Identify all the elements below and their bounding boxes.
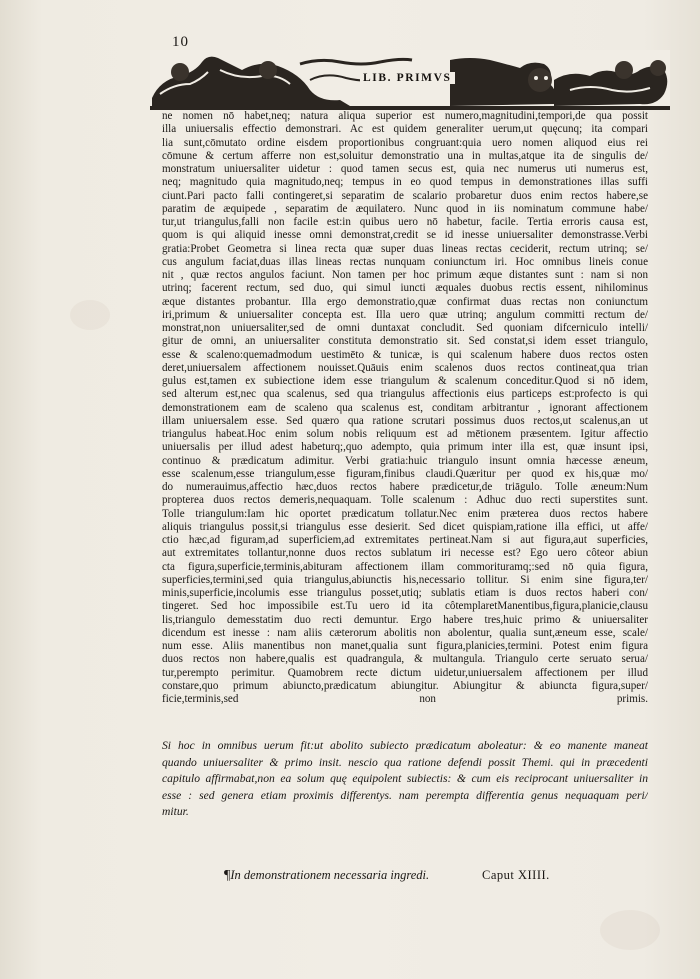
note-line: esse : sed genera etiam proximis differentys. nam perempta differentia genus nequaquam peri/ <box>162 788 648 802</box>
text-line: lis,triangulo demesstatim duo recti demuntur. Ergo habere tres,huic primo & uniuersaliter <box>162 613 648 626</box>
text-line: iri,primum & uniuersaliter concepta est. Illa uero quæ utrinq; angulum committi rectum de/ <box>162 308 648 321</box>
text-line: continuo & prædicatum adimitur. Verbi gratia:huic triangulo insunt omnia hæcesse æneum, <box>162 454 648 467</box>
text-line: gratia:Probet Geometra si linea recta quæ super duas lineas rectas ceciderit, rectum utrinq; se/ <box>162 242 648 255</box>
pilcrow-icon: ¶ <box>224 868 231 883</box>
text-line: nit , quæ rectos angulos faciunt. Non tamen per hoc primum æque distantes sunt : nam si non <box>162 269 648 281</box>
text-line: propterea duos rectos demeris,nequaquam. Tolle scalenum : Adhuc duo recti superstites sunt. <box>162 494 648 507</box>
text-line: gulus est,tamen ex subiectione idem esse triangulum & scalenum conceditur.Quod si nō idem, <box>162 375 648 387</box>
note-line: mitur. <box>162 805 189 819</box>
text-line: neq; magnitudo quia magnitudo,neq; tempus in eo quod tempus in demonstrationes illas suffi <box>162 176 648 189</box>
text-line: aut extremitates tollantur,nonne duos rectos sublatum iri necesse est? Ego uero côteor abiun <box>162 547 648 560</box>
text-line: ciunt.Pari pacto falli contingeret,si separatim de scalario probaretur duos enim rectos habere,se <box>162 189 648 202</box>
chapter-heading <box>224 868 584 888</box>
paper-stain <box>600 910 660 950</box>
text-line: utrinq; facerent rectum, sed duo, qui simul iuncti æquales duobus rectis essent, nihilominus <box>162 282 648 295</box>
text-line: cta figura,superficie,terminis,abituram affectionem illam commorituramq;:sed nō quia figura, <box>162 560 648 573</box>
text-line: lia sunt,cōmutato ordine eisdem proportionibus congruant:quia uero nomen aliquod eius rei <box>162 136 648 149</box>
text-line: cus angulum faciat,duas illas lineas rectas nunquam coniunctum iri. Hoc omnibus lineis conue <box>162 255 648 268</box>
note-line: quando uniuersaliter & primo insit. nescio qua ratione defendi possit Themi. qui in præcedenti <box>162 755 648 769</box>
text-line: monstratum uniuersaliter uidetur : quod tamen secus est, quia nec numerus uti numerus est, <box>162 163 648 175</box>
text-line: quom is qui aliquid inesse omni demonstrat,credit se id inesse uniuersaliter demonstrasse.Verbi <box>162 229 648 242</box>
text-line: num esse. Aliis manentibus non manet,qualia sunt figura,planicies,termini. Potest enim figura <box>162 640 648 652</box>
note-line: capitulo affirmabat,non ea solum quę equipolent subiectis: & cum eis reciprocant uniuersaliter in <box>162 772 648 786</box>
chapter-number: Caput XIIII. <box>482 868 550 882</box>
text-line: tur,perempto perimitur. Quamobrem recte dictum uidetur,uniuersalem affectionem per illud <box>162 666 648 679</box>
text-line: demonstrationem eam de scaleno qua scalenus est, conditam arbitrantur , ignorant affectionem <box>162 401 648 414</box>
text-line: esse & scaleno:quemadmodum uestimēto & tunicæ, is qui scalenum habere duos rectos osten <box>162 348 648 361</box>
running-head: LIB. PRIMVS <box>360 72 455 84</box>
text-line: do numerauimus,affectio hæc,duos rectos habere prædicetur,de triāgulo. Tolle æneum:Num <box>162 481 648 493</box>
text-line: superficies,termini,sed quia triangulus,abiunctis his,necessario tollitur. Si enim sine figura,ter/ <box>162 573 648 586</box>
text-line: dicendum est inesse : nam aliis cæterorum abolitis non abolentur, qualia sunt,æneum esse, scale/ <box>162 626 648 639</box>
text-line: duos rectos non habere,qualis est quadrangula, & multangula. Triangulo certe seruato serua/ <box>162 653 648 666</box>
text-line: æque distantes probantur. Illa ergo demonstratio,quæ confirmat duas rectas non coniunctum <box>162 295 648 308</box>
text-line: uniuersalis per illud adest habeturq;,quo adempto, quia primum inter illa est, quæ insunt ipsi, <box>162 441 648 454</box>
text-line: paratim de æquipede , separatim de æquilatero. Nunc quod in iis nominatum commune habe/ <box>162 202 648 215</box>
text-line: minis,superficie,incolumis esse triangulus posset,utiq; sublatis etiam is duos rectos haberi con/ <box>162 587 648 599</box>
chapter-title: In demonstrationem necessaria ingredi. <box>230 868 430 882</box>
text-line: deret,uniuersalem affectionem nouisset.Quāuis enim scalenos duos rectos contineat,qua trian <box>162 361 648 374</box>
text-line: esse scalenum,esse triangulum,esse figuram,finibus claudi.Quæritur per quod ex his,quæ mo/ <box>162 467 648 480</box>
text-line: cōmune & certum afferre non est,soluitur demonstratio una in multas,atque ita de singulis de/ <box>162 149 648 162</box>
page-number: 10 <box>172 34 189 50</box>
text-line: illam uniuersalem esse. Sed quæro qua ratione scrutari possimus duos rectos,ut scalenus,an ut <box>162 414 648 427</box>
text-line: gitur de omni, an uniuersaliter constituta demonstratio sit. Sed constat,si idem esset triangulo, <box>162 335 648 348</box>
text-line: ctio hæc,ad figuram,ad superficiem,ad extremitates pertineat.Nam si aut figura,aut superficies, <box>162 534 648 546</box>
italic-annotation <box>162 738 648 821</box>
text-line: sed alterum est,nec qua scalenus, sed qua triangulus affectionis eius particeps est:profecto is qui <box>162 388 648 401</box>
text-line: constare,quo primum abiuncto,prædicatum abiungitur. Abiungitur & abiuncta figura,super/ <box>162 679 648 692</box>
text-line: ficie,terminis,sed non primis. <box>162 693 648 705</box>
text-line: monstrat,non uniuersaliter,sed de omni duntaxat concludit. Sed quoniam difcerniculo intelli/ <box>162 322 648 334</box>
text-line: tur,ut triangulus,falli non facile est:in quibus uero nō habetur, facile. Tertia erroris causa est, <box>162 216 648 228</box>
text-line: triangulus habeat.Hoc enim solum nobis reliquum est ad mētionem præsentem. Igitur affectio <box>162 428 648 440</box>
main-text-block <box>162 110 648 706</box>
paper-stain <box>70 300 110 330</box>
note-line: Si hoc in omnibus uerum fit:ut abolito subiecto prædicatum aboleatur: & eo manente maneat <box>162 739 648 752</box>
text-line: Tolle triangulum:Iam hic oportet prædicatum tollatur.Nec enim præterea duos rectos habere <box>162 507 648 520</box>
text-line: tingeret. Sed hoc impossibile est.Tu uero id ita côtemplaretManentibus,figura,planicie,clausu <box>162 600 648 613</box>
text-line: ne nomen nō habet,neq; natura aliqua superior est numero,magnitudini,tempori,de qua possit <box>162 110 648 122</box>
text-line: illa uniuersalis effectio demonstrari. Ac est quidem generaliter uerum,ut quęcunq; ita compari <box>162 123 648 136</box>
text-line: aliquis triangulus possit,si triangulus esse desierit. Sed dicet quispiam,ratione illa effici, ut affe/ <box>162 520 648 533</box>
